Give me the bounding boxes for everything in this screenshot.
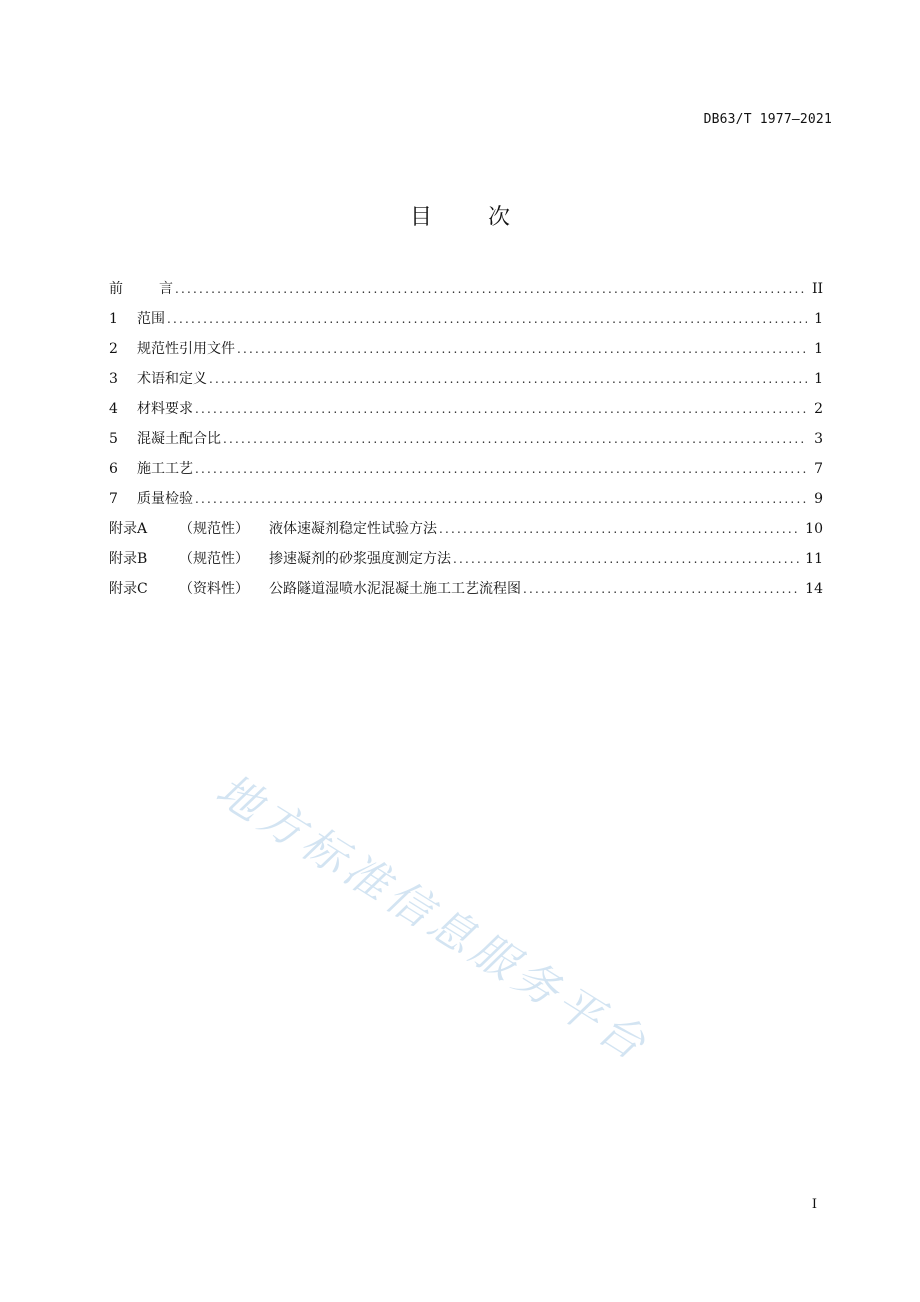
document-code: DB63/T 1977—2021 [703, 112, 832, 127]
toc-section-label: 规范性引用文件 [137, 341, 235, 357]
toc-entry-annex-c[interactable] [109, 578, 823, 608]
annex-kind: （规范性） [179, 521, 249, 537]
title-char-2: 次 [488, 205, 511, 230]
toc-label-foreword-b: 言 [159, 281, 173, 297]
toc-section-label: 术语和定义 [137, 371, 207, 387]
toc-entry-7[interactable] [109, 488, 823, 518]
toc-page-number: 1 [814, 341, 823, 357]
toc-section-number: 7 [109, 491, 118, 507]
dot-leader [195, 462, 807, 476]
watermark: 地方标准信息服务平台 [207, 764, 659, 1073]
dot-leader [237, 342, 807, 356]
toc-page-number: II [811, 281, 823, 297]
toc-page-number: 1 [814, 311, 823, 327]
toc-entry-6[interactable] [109, 458, 823, 488]
toc-section-number: 1 [109, 311, 118, 327]
annex-prefix: 附录B [109, 551, 148, 567]
toc-entry-5[interactable] [109, 428, 823, 458]
annex-prefix: 附录A [109, 521, 148, 537]
dot-leader [439, 522, 799, 536]
annex-label: 液体速凝剂稳定性试验方法 [269, 521, 437, 537]
toc-page-number: 10 [805, 521, 823, 537]
toc-page-number: 2 [814, 401, 823, 417]
toc-page-number: 3 [814, 431, 823, 447]
annex-kind: （规范性） [179, 551, 249, 567]
toc-entry-annex-b[interactable] [109, 548, 823, 578]
annex-kind: （资料性） [179, 581, 249, 597]
toc-page-number: 1 [814, 371, 823, 387]
toc-entry-foreword[interactable] [109, 278, 823, 308]
dot-leader [523, 582, 799, 596]
dot-leader [223, 432, 807, 446]
toc-section-number: 4 [109, 401, 118, 417]
toc-page-number: 9 [814, 491, 823, 507]
toc-entry-1[interactable] [109, 308, 823, 338]
toc-section-label: 质量检验 [137, 491, 193, 507]
toc-section-label: 范围 [137, 311, 165, 327]
toc-label-foreword-a: 前 [109, 281, 123, 297]
dot-leader [453, 552, 799, 566]
annex-prefix: 附录C [109, 581, 148, 597]
title-char-1: 目 [409, 205, 432, 230]
toc-entry-3[interactable] [109, 368, 823, 398]
toc-section-number: 5 [109, 431, 118, 447]
toc-entry-annex-a[interactable] [109, 518, 823, 548]
dot-leader [175, 282, 806, 296]
toc-section-number: 2 [109, 341, 118, 357]
toc-page-number: 7 [814, 461, 823, 477]
dot-leader [167, 312, 807, 326]
toc-section-number: 3 [109, 371, 118, 387]
table-of-contents [109, 278, 823, 608]
dot-leader [195, 402, 807, 416]
annex-label: 掺速凝剂的砂浆强度测定方法 [269, 551, 451, 567]
toc-page-number: 11 [805, 551, 823, 567]
annex-label: 公路隧道湿喷水泥混凝土施工工艺流程图 [269, 581, 521, 597]
toc-section-label: 混凝土配合比 [137, 431, 221, 447]
toc-entry-2[interactable] [109, 338, 823, 368]
toc-entry-4[interactable] [109, 398, 823, 428]
dot-leader [209, 372, 807, 386]
toc-page-number: 14 [805, 581, 823, 597]
page-title [0, 200, 920, 231]
toc-section-label: 施工工艺 [137, 461, 193, 477]
dot-leader [195, 492, 807, 506]
page-number: I [811, 1197, 817, 1212]
toc-section-label: 材料要求 [137, 401, 193, 417]
toc-section-number: 6 [109, 461, 118, 477]
